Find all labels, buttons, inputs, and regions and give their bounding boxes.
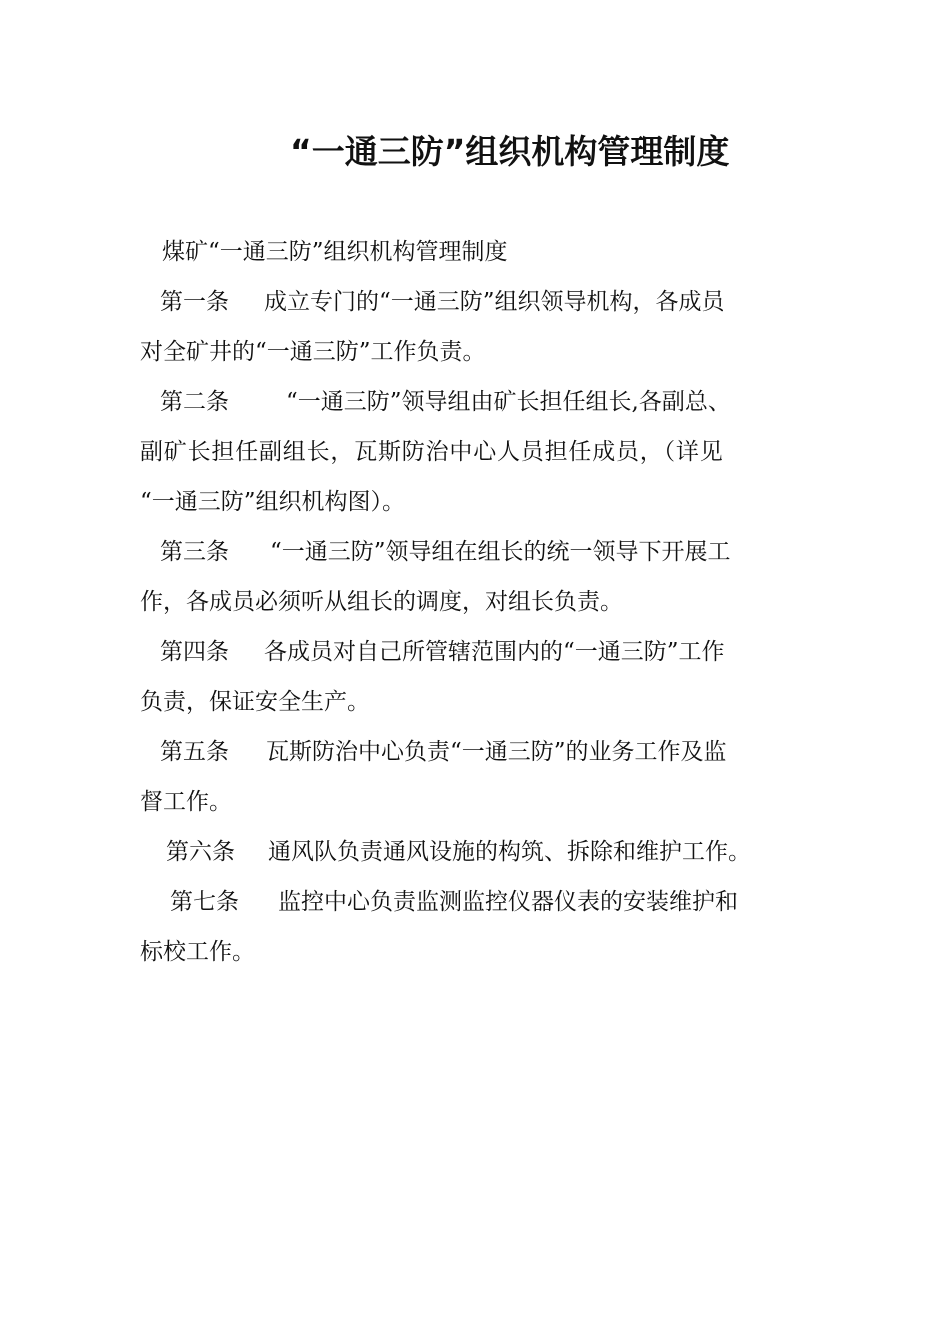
document-title: “一通三防”组织机构管理制度 <box>290 132 730 171</box>
article-1-first-line <box>160 286 725 318</box>
article-3-text-line-2: 作，各成员必须听从组长的调度，对组长负责。 <box>140 589 623 615</box>
article-7-text-line-1: 监控中心负责监测监控仪器仪表的安装维护和 <box>278 889 738 915</box>
article-6-label: 第六条 <box>166 839 235 865</box>
article-1-label: 第一条 <box>160 289 229 315</box>
article-7-first-line <box>170 886 738 918</box>
article-2-text-line-1: “一通三防”领导组由矿长担任组长,各副总、 <box>286 389 731 415</box>
article-4-first-line <box>160 636 725 668</box>
article-7-text-line-2: 标校工作。 <box>140 939 255 965</box>
article-2-label: 第二条 <box>160 389 229 415</box>
article-2-text-line-3: “一通三防”组织机构图）。 <box>140 489 406 515</box>
article-5-text-line-1: 瓦斯防治中心负责“一通三防”的业务工作及监 <box>266 739 727 765</box>
article-5-first-line <box>160 736 727 768</box>
article-3-first-line <box>160 536 731 568</box>
article-4-text-line-2: 负责，保证安全生产。 <box>140 689 370 715</box>
article-2-text-line-2: 副矿长担任副组长，瓦斯防治中心人员担任成员，（详见 <box>140 439 724 465</box>
article-2-first-line <box>160 386 731 418</box>
article-4-text-line-1: 各成员对自己所管辖范围内的“一通三防”工作 <box>264 639 725 665</box>
article-3-label: 第三条 <box>160 539 229 565</box>
article-1-text-line-2: 对全矿井的“一通三防”工作负责。 <box>140 339 486 365</box>
article-5-label: 第五条 <box>160 739 229 765</box>
article-3-text-line-1: “一通三防”领导组在组长的统一领导下开展工 <box>270 539 731 565</box>
document-subtitle: 煤矿“一通三防”组织机构管理制度 <box>162 239 508 265</box>
article-5-text-line-2: 督工作。 <box>140 789 232 815</box>
article-6-first-line <box>166 836 751 868</box>
article-1-text-line-1: 成立专门的“一通三防”组织领导机构，各成员 <box>264 289 725 315</box>
article-6-text-line-1: 通风队负责通风设施的构筑、拆除和维护工作。 <box>268 839 751 865</box>
article-7-label: 第七条 <box>170 889 239 915</box>
article-4-label: 第四条 <box>160 639 229 665</box>
